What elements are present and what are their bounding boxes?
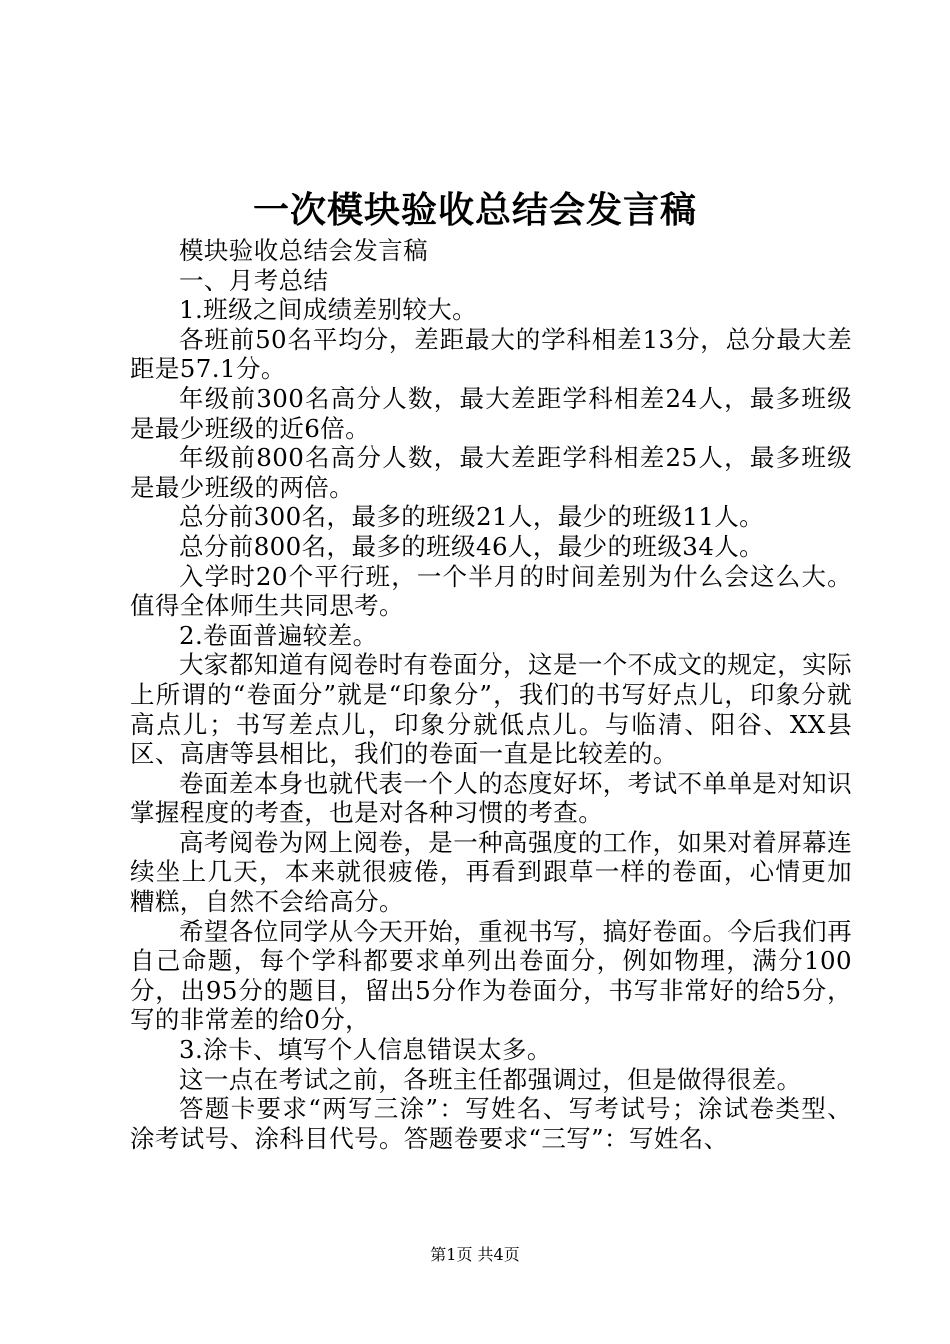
paragraph: 这一点在考试之前，各班主任都强调过，但是做得很差。 <box>179 1064 802 1094</box>
paragraph: 一、月考总结 <box>179 265 329 295</box>
paragraph: 答题卡要求“两写三涂”：写姓名、写考试号；涂试卷类型、涂考试号、涂科目代号。答题卷要求“三写”：写姓名、 <box>130 1094 852 1153</box>
document-title: 一次模块验收总结会发言稿 <box>252 189 697 231</box>
paragraph: 年级前800名高分人数，最大差距学科相差25人，最多班级是最少班级的两倍。 <box>130 443 852 502</box>
paragraph: 高考阅卷为网上阅卷，是一种高强度的工作，如果对着屏幕连续坐上几天，本来就很疲倦，再看到跟草一样的卷面，心情更加糟糕，自然不会给高分。 <box>130 827 852 917</box>
paragraph: 3.涂卡、填写个人信息错误太多。 <box>179 1035 552 1065</box>
paragraph: 模块验收总结会发言稿 <box>179 236 428 265</box>
paragraph: 2.卷面普遍较差。 <box>179 620 378 650</box>
paragraph: 1.班级之间成绩差别较大。 <box>179 295 478 325</box>
paragraph: 卷面差本身也就代表一个人的态度好坏，考试不单单是对知识掌握程度的考查，也是对各种习惯的考查。 <box>130 768 852 828</box>
paragraph: 大家都知道有阅卷时有卷面分，这是一个不成文的规定，实际上所谓的“卷面分”就是“印象分”，我们的书写好点儿，印象分就高点儿；书写差点儿，印象分就低点儿。与临清、阳谷、XX县区、高唐等县相比，我们的卷面一直是比较差的。 <box>130 650 852 769</box>
document-body <box>130 236 852 1153</box>
paragraph: 总分前300名，最多的班级21人，最少的班级11人。 <box>179 502 765 532</box>
paragraph: 总分前800名，最多的班级46人，最少的班级34人。 <box>179 531 765 561</box>
paragraph: 入学时20个平行班，一个半月的时间差别为什么会这么大。值得全体师生共同思考。 <box>130 561 852 621</box>
page-footer: 第1页 共4页 <box>430 1245 520 1264</box>
paragraph: 年级前300名高分人数，最大差距学科相差24人，最多班级是最少班级的近6倍。 <box>130 383 852 443</box>
paragraph: 各班前50名平均分，差距最大的学科相差13分，总分最大差距是57.1分。 <box>130 324 852 384</box>
paragraph: 希望各位同学从今天开始，重视书写，搞好卷面。今后我们再自己命题，每个学科都要求单列出卷面分，例如物理，满分100分，出95分的题目，留出5分作为卷面分，书写非常好的给5分，写的非常差的给0分， <box>130 916 852 1035</box>
